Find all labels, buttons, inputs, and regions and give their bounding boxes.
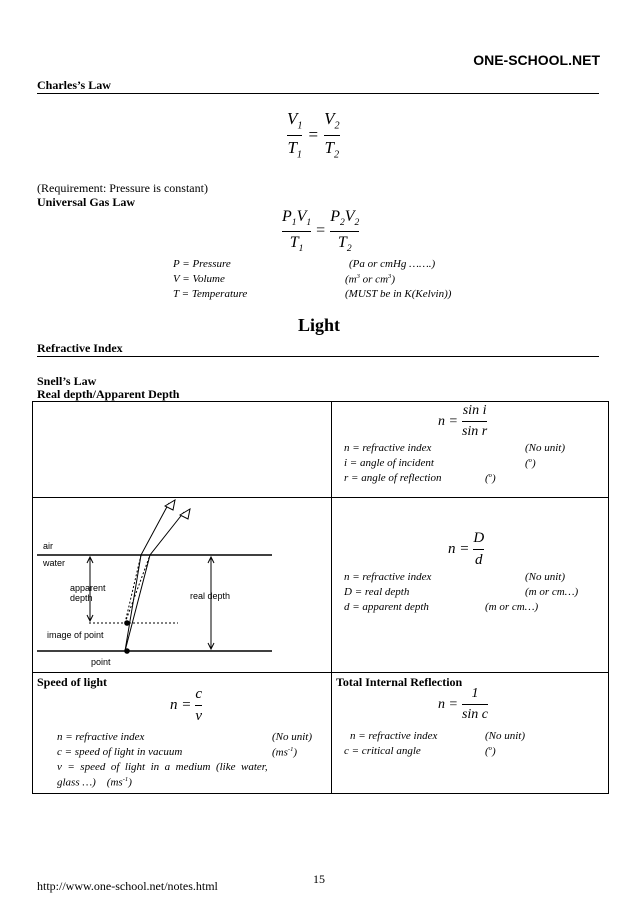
header-divider bbox=[37, 93, 599, 94]
real-apparent-title: Real depth/Apparent Depth bbox=[37, 387, 180, 401]
label-image-of-point: image of point bbox=[47, 630, 104, 640]
gas-var-unit: (MUST be in K(Kelvin)) bbox=[345, 288, 452, 300]
gas-law-equation: $\frac{P_1V_1}{T_1}$ = $\frac{P_2V_2}{T_2}$ bbox=[282, 208, 360, 254]
snell-var-def: n = refractive index bbox=[344, 442, 432, 454]
depth-var-def: d = apparent depth bbox=[344, 601, 429, 613]
depth-var-unit: (m or cm…) bbox=[485, 601, 539, 613]
speed-v-line: glass …) $(ms^{-1})$ bbox=[57, 776, 132, 789]
charles-requirement: (Requirement: Pressure is constant) bbox=[37, 181, 208, 195]
tir-equation: n = $\frac{1}{\text{sin c}}$ bbox=[438, 686, 489, 722]
speed-var-unit: (No unit) bbox=[272, 731, 313, 743]
snell-equation: n = $\frac{\text{sin i}}{\text{sin r}}$ bbox=[438, 403, 488, 439]
tir-var-unit: ($^o$) bbox=[485, 745, 496, 758]
tir-var-def: n = refractive index bbox=[350, 730, 438, 742]
eye-icon bbox=[180, 509, 190, 519]
depth-var-def: n = refractive index bbox=[344, 571, 432, 583]
depth-cell bbox=[332, 498, 609, 673]
depth-var-unit: (No unit) bbox=[525, 571, 566, 583]
gas-var-unit: ($m^3$ or $cm^3$) bbox=[345, 273, 395, 286]
gas-var-def: V = Volume bbox=[173, 273, 225, 285]
apparent-depth-diagram bbox=[33, 498, 331, 673]
speed-var-unit: $(ms^{-1})$ bbox=[272, 746, 298, 759]
speed-title: Speed of light bbox=[37, 675, 108, 689]
label-depth: depth bbox=[70, 593, 93, 603]
charles-law-equation: $\frac{V_1}{T_1}$ = $\frac{V_2}{T_2}$ bbox=[287, 109, 340, 160]
snells-law-title: Snell’s Law bbox=[37, 374, 97, 388]
site-brand: ONE-SCHOOL.NET bbox=[473, 52, 600, 68]
label-apparent: apparent bbox=[70, 583, 106, 593]
empty-cell bbox=[33, 402, 332, 498]
light-formula-table bbox=[32, 401, 609, 794]
depth-var-def: D = real depth bbox=[344, 586, 410, 598]
speed-cell bbox=[33, 673, 332, 794]
snell-var-def: r = angle of reflection bbox=[344, 472, 442, 484]
label-real-depth: real depth bbox=[190, 591, 231, 601]
gas-var-def: T = Temperature bbox=[173, 288, 248, 300]
diagram-cell bbox=[33, 498, 332, 673]
page-number: 15 bbox=[313, 872, 325, 886]
depth-var-unit: (m or cm…) bbox=[525, 586, 579, 598]
tir-cell bbox=[332, 673, 609, 794]
gas-var-unit: (Pa or cmHg …….) bbox=[349, 258, 436, 270]
snell-cell bbox=[332, 402, 609, 498]
speed-var-def: c = speed of light in vacuum bbox=[57, 746, 183, 758]
light-heading: Light bbox=[297, 315, 340, 335]
tir-title: Total Internal Reflection bbox=[336, 675, 463, 689]
snell-var-unit: ($^o$) bbox=[485, 472, 496, 485]
point-dot bbox=[124, 648, 130, 654]
snell-var-def: i = angle of incident bbox=[344, 457, 434, 469]
label-air: air bbox=[43, 541, 54, 551]
gas-law-title: Universal Gas Law bbox=[37, 195, 136, 209]
footer-url[interactable]: http://www.one-school.net/notes.html bbox=[37, 879, 218, 893]
snell-var-unit: ($^o$) bbox=[525, 457, 536, 470]
charles-law-title: Charles’s Law bbox=[37, 78, 111, 92]
tir-var-unit: (No unit) bbox=[485, 730, 526, 742]
label-water: water bbox=[43, 558, 66, 568]
speed-equation: n = $\frac{c}{v}$ bbox=[170, 686, 203, 724]
speed-var-def: n = refractive index bbox=[57, 731, 145, 743]
image-of-point-dot bbox=[124, 620, 130, 626]
label-point: point bbox=[91, 657, 111, 667]
gas-var-def: P = Pressure bbox=[173, 258, 231, 270]
depth-equation: n = $\frac{D}{d}$ bbox=[448, 530, 485, 568]
speed-v-line: v = speed of light in a medium (like water, bbox=[57, 761, 268, 773]
tir-var-def: c = critical angle bbox=[344, 745, 421, 757]
section-divider bbox=[37, 356, 599, 357]
refractive-index-title: Refractive Index bbox=[37, 341, 123, 355]
snell-var-unit: (No unit) bbox=[525, 442, 566, 454]
